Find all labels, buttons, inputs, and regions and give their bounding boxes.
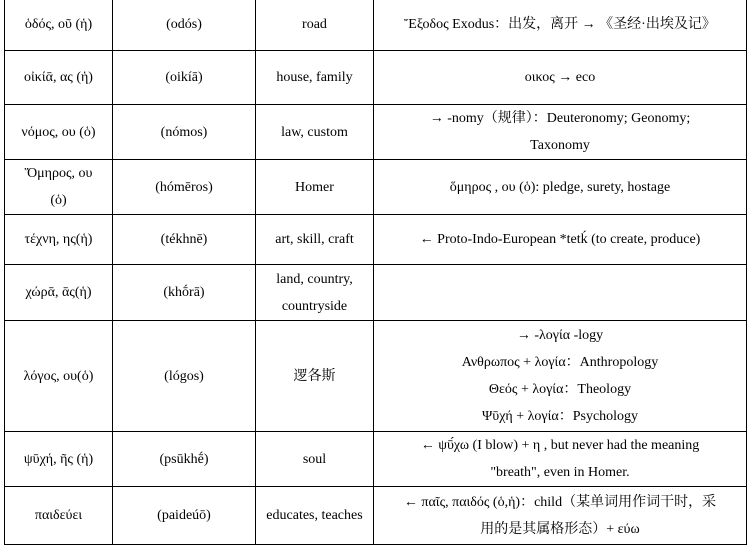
etymology-notes-line: Ανθρωπος + λογία：Anthropology: [461, 355, 659, 370]
greek-word-line: χώρᾱ, ᾱς(ἡ): [25, 285, 92, 300]
table-row: [5, 215, 747, 265]
transliteration-cell: (hómēros): [113, 160, 256, 215]
transliteration-cell: (nómos): [113, 105, 256, 160]
greek-word-cell: [5, 487, 113, 545]
greek-word-line: νόμος, ου (ὁ): [21, 124, 96, 140]
meaning-line: 逻各斯: [293, 368, 336, 384]
table-row: [5, 487, 747, 545]
meaning-line: house, family: [276, 70, 353, 85]
transliteration-cell: (psūkhḗ): [113, 432, 256, 487]
greek-word-cell: [5, 0, 113, 51]
greek-word-line: ψῡχή, ῆς (ἡ): [23, 451, 94, 467]
meaning-cell: [256, 160, 374, 215]
etymology-notes-line: Θεός + λογία：Theology: [488, 382, 632, 397]
greek-word-cell: [5, 432, 113, 487]
etymology-notes-line: → -λογία -logy: [516, 328, 604, 343]
greek-word-cell: [5, 51, 113, 105]
greek-word-cell: [5, 265, 113, 321]
vocabulary-table: [4, 0, 747, 545]
meaning-line: countryside: [281, 298, 348, 314]
greek-word-line: παιδεύει: [34, 508, 83, 523]
etymology-notes-line: Ἔξοδος Exodus：出发，离开 → 《圣经·出埃及记》: [404, 17, 716, 32]
meaning-cell: [256, 321, 374, 432]
meaning-line: Homer: [295, 179, 334, 195]
etymology-notes-line: "breath", even in Homer.: [490, 465, 630, 480]
transliteration-cell: (tékhnē): [113, 215, 256, 265]
etymology-notes-line: ← Proto-Indo-European *tetḱ (to create, produce): [419, 232, 701, 247]
etymology-notes-cell: [374, 321, 747, 432]
table-row: [5, 51, 747, 105]
transliteration-cell: (lógos): [113, 321, 256, 432]
greek-word-line: τέχνη, ης(ἡ): [24, 232, 93, 247]
greek-word-line: οἰκίᾱ, ας (ἡ): [24, 70, 93, 85]
etymology-notes-cell: [374, 265, 747, 321]
etymology-notes-cell: [374, 160, 747, 215]
meaning-cell: [256, 215, 374, 265]
meaning-line: soul: [302, 451, 327, 467]
greek-word-cell: [5, 160, 113, 215]
meaning-line: land, country,: [276, 271, 353, 287]
transliteration-cell: (paideúō): [113, 487, 256, 545]
meaning-cell: [256, 265, 374, 321]
transliteration-cell: (odós): [113, 0, 256, 51]
etymology-notes-line: Ψῡχή + λογία：Psychology: [481, 409, 639, 424]
etymology-notes-cell: [374, 215, 747, 265]
greek-word-line: ὁδός, οῦ (ἡ): [24, 17, 93, 32]
table-row: [5, 160, 747, 215]
etymology-notes-cell: [374, 51, 747, 105]
etymology-notes-line: → -nomy（规律）：Deuteronomy; Geonomy;: [429, 111, 691, 126]
meaning-line: educates, teaches: [266, 508, 363, 523]
meaning-line: art, skill, craft: [275, 232, 354, 247]
etymology-notes-line: 用的是其属格形态）+ εύω: [480, 521, 640, 537]
meaning-cell: [256, 0, 374, 51]
etymology-notes-line: Taxonomy: [530, 138, 590, 153]
etymology-notes-line: ← παῖς, παιδός (ὁ,ἡ)：child（某单词用作词干时，采: [403, 494, 717, 510]
meaning-cell: [256, 51, 374, 105]
etymology-notes-cell: [374, 487, 747, 545]
meaning-cell: [256, 487, 374, 545]
etymology-notes-line: ὅμηρος , ου (ὁ): pledge, surety, hostage: [449, 179, 671, 195]
etymology-notes-cell: [374, 105, 747, 160]
table-row: [5, 265, 747, 321]
meaning-line: road: [302, 17, 327, 32]
table-row: [5, 321, 747, 432]
meaning-line: law, custom: [281, 124, 348, 140]
table-row: [5, 432, 747, 487]
transliteration-cell: (oikíā): [113, 51, 256, 105]
transliteration-cell: (khṓrā): [113, 265, 256, 321]
greek-word-cell: [5, 321, 113, 432]
etymology-notes-cell: [374, 0, 747, 51]
meaning-cell: [256, 432, 374, 487]
table-row: [5, 105, 747, 160]
meaning-cell: [256, 105, 374, 160]
vocabulary-table-body: [5, 0, 747, 545]
greek-word-line: λόγος, ου(ὁ): [23, 368, 94, 384]
table-row: [5, 0, 747, 51]
greek-word-line: (ὁ): [50, 193, 67, 208]
etymology-notes-line: οικος → eco: [524, 70, 596, 85]
greek-word-cell: [5, 105, 113, 160]
greek-word-cell: [5, 215, 113, 265]
etymology-notes-cell: [374, 432, 747, 487]
greek-word-line: Ὅμηρος, ου: [24, 166, 93, 181]
etymology-notes-line: ← ψῡ́χω (I blow) + η , but never had the meaning: [420, 438, 700, 453]
